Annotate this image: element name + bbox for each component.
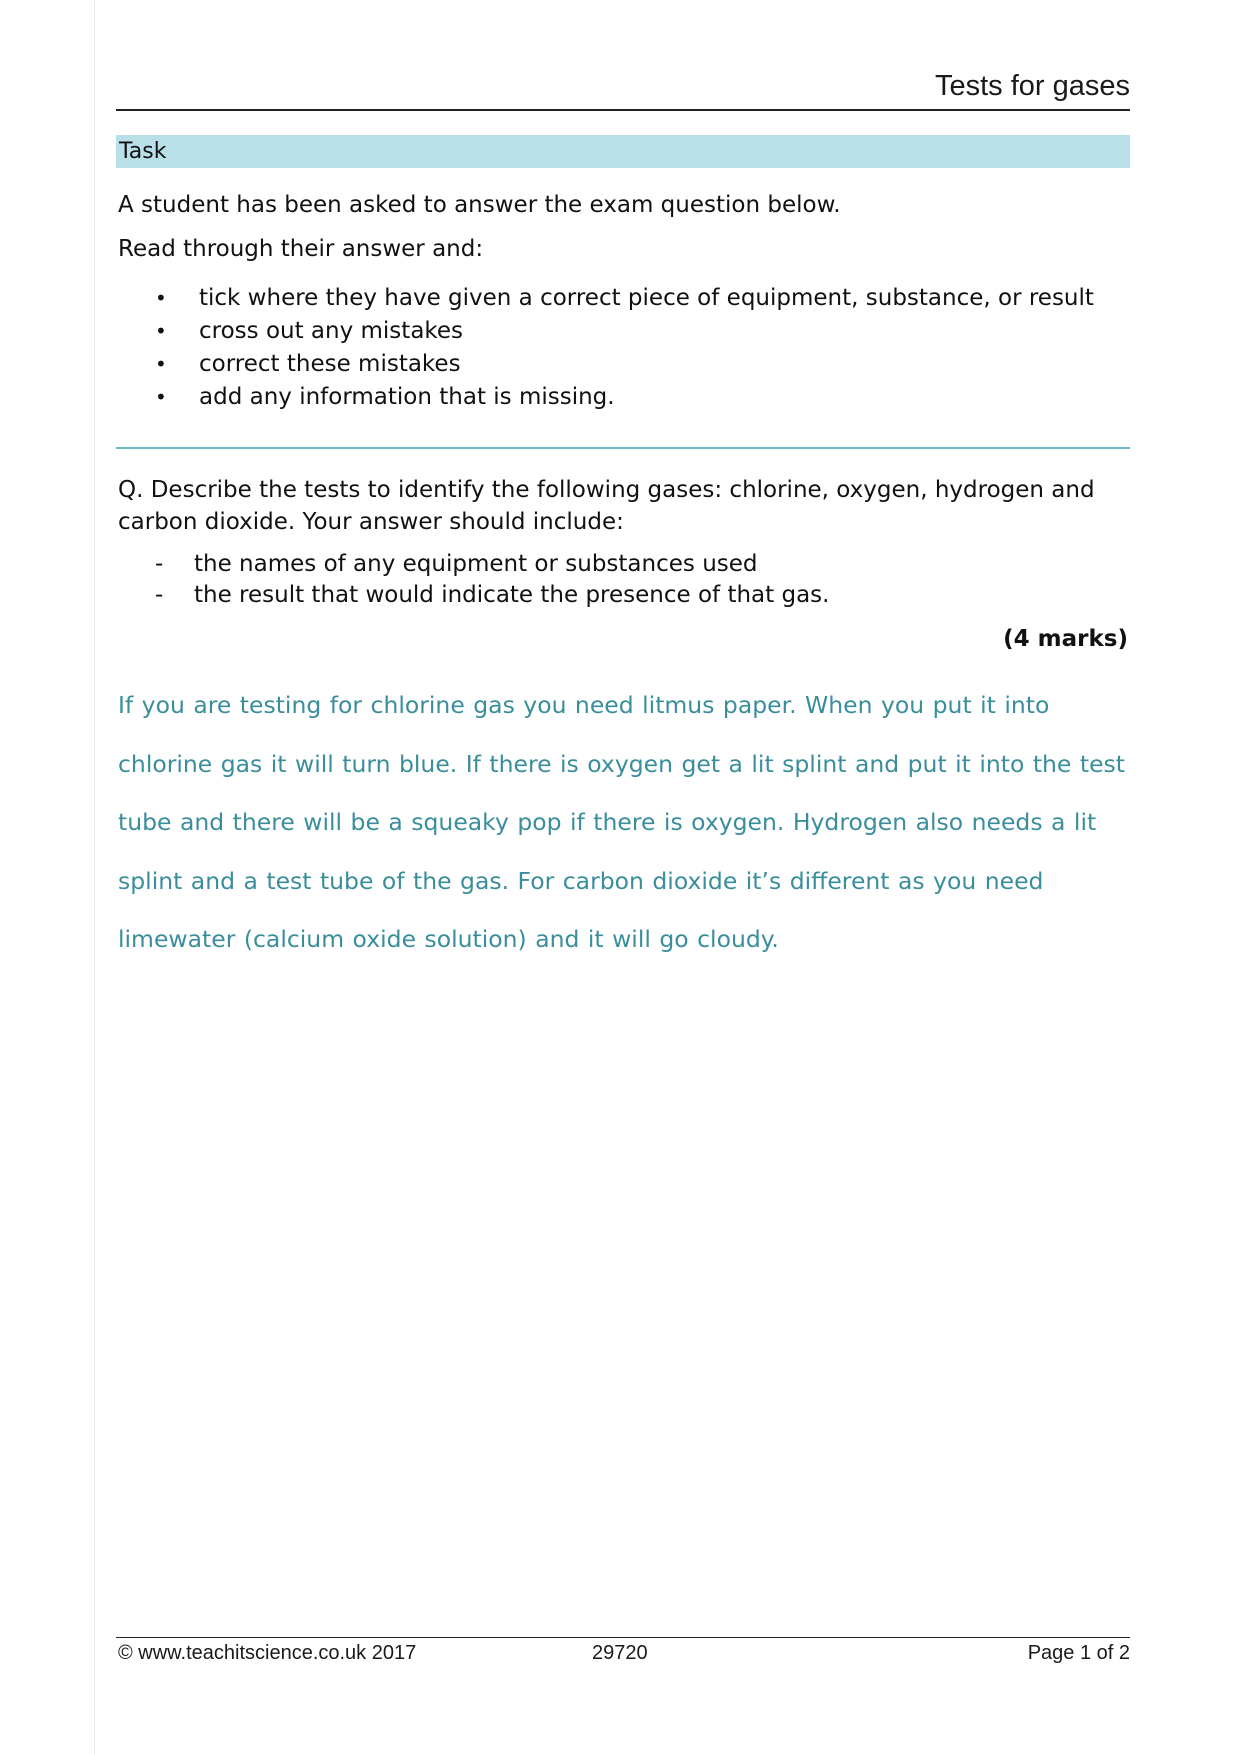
requirement-text: the names of any equipment or substances used (194, 550, 758, 577)
task-intro: A student has been asked to answer the exam question below. (118, 192, 841, 218)
list-item (150, 314, 1094, 347)
footer-copyright: © www.teachitscience.co.uk 2017 (118, 1642, 417, 1664)
footer-code: 29720 (592, 1642, 648, 1664)
question-requirements-list (155, 548, 829, 610)
task-heading: Task (119, 139, 167, 164)
footer-page-number: Page 1 of 2 (1027, 1642, 1130, 1664)
marks-label: (4 marks) (1003, 626, 1128, 652)
list-item (155, 548, 829, 579)
task-heading-bar (116, 135, 1130, 168)
bullet-text: correct these mistakes (199, 350, 461, 377)
section-divider (116, 447, 1130, 449)
bullet-icon: • (155, 285, 167, 310)
list-item (155, 579, 829, 610)
bullet-text: cross out any mistakes (199, 317, 464, 344)
task-instruction: Read through their answer and: (118, 236, 484, 262)
bullet-text: add any information that is missing. (199, 383, 615, 410)
list-item (150, 347, 1094, 380)
header-rule (116, 109, 1130, 111)
footer-rule (116, 1637, 1130, 1638)
exam-question: Q. Describe the tests to identify the following gases: chlorine, oxygen, hydrogen and carbon dioxide. Your answer should include: (118, 477, 1095, 535)
bullet-icon: • (155, 351, 167, 376)
task-bullet-list (150, 281, 1094, 413)
bullet-icon: • (155, 384, 167, 409)
worksheet-title: Tests for gases (934, 70, 1130, 102)
dash-icon: - (155, 550, 164, 577)
bullet-text: tick where they have given a correct piece of equipment, substance, or result (199, 284, 1094, 311)
list-item (150, 281, 1094, 314)
page-edge (94, 0, 95, 1754)
list-item (150, 380, 1094, 413)
dash-icon: - (155, 581, 164, 608)
requirement-text: the result that would indicate the presence of that gas. (194, 581, 830, 608)
student-answer: If you are testing for chlorine gas you need litmus paper. When you put it into chlorine gas it will turn blue. If there is oxygen get a lit splint and put it into the test tube and there will be a squeaky pop if there is oxygen. Hydrogen also needs a lit splint and a test tube of the gas. For carbon dioxide it’s different as you need limewater (calcium oxide solution) and it will go cloudy. (118, 691, 1125, 953)
bullet-icon: • (155, 318, 167, 343)
